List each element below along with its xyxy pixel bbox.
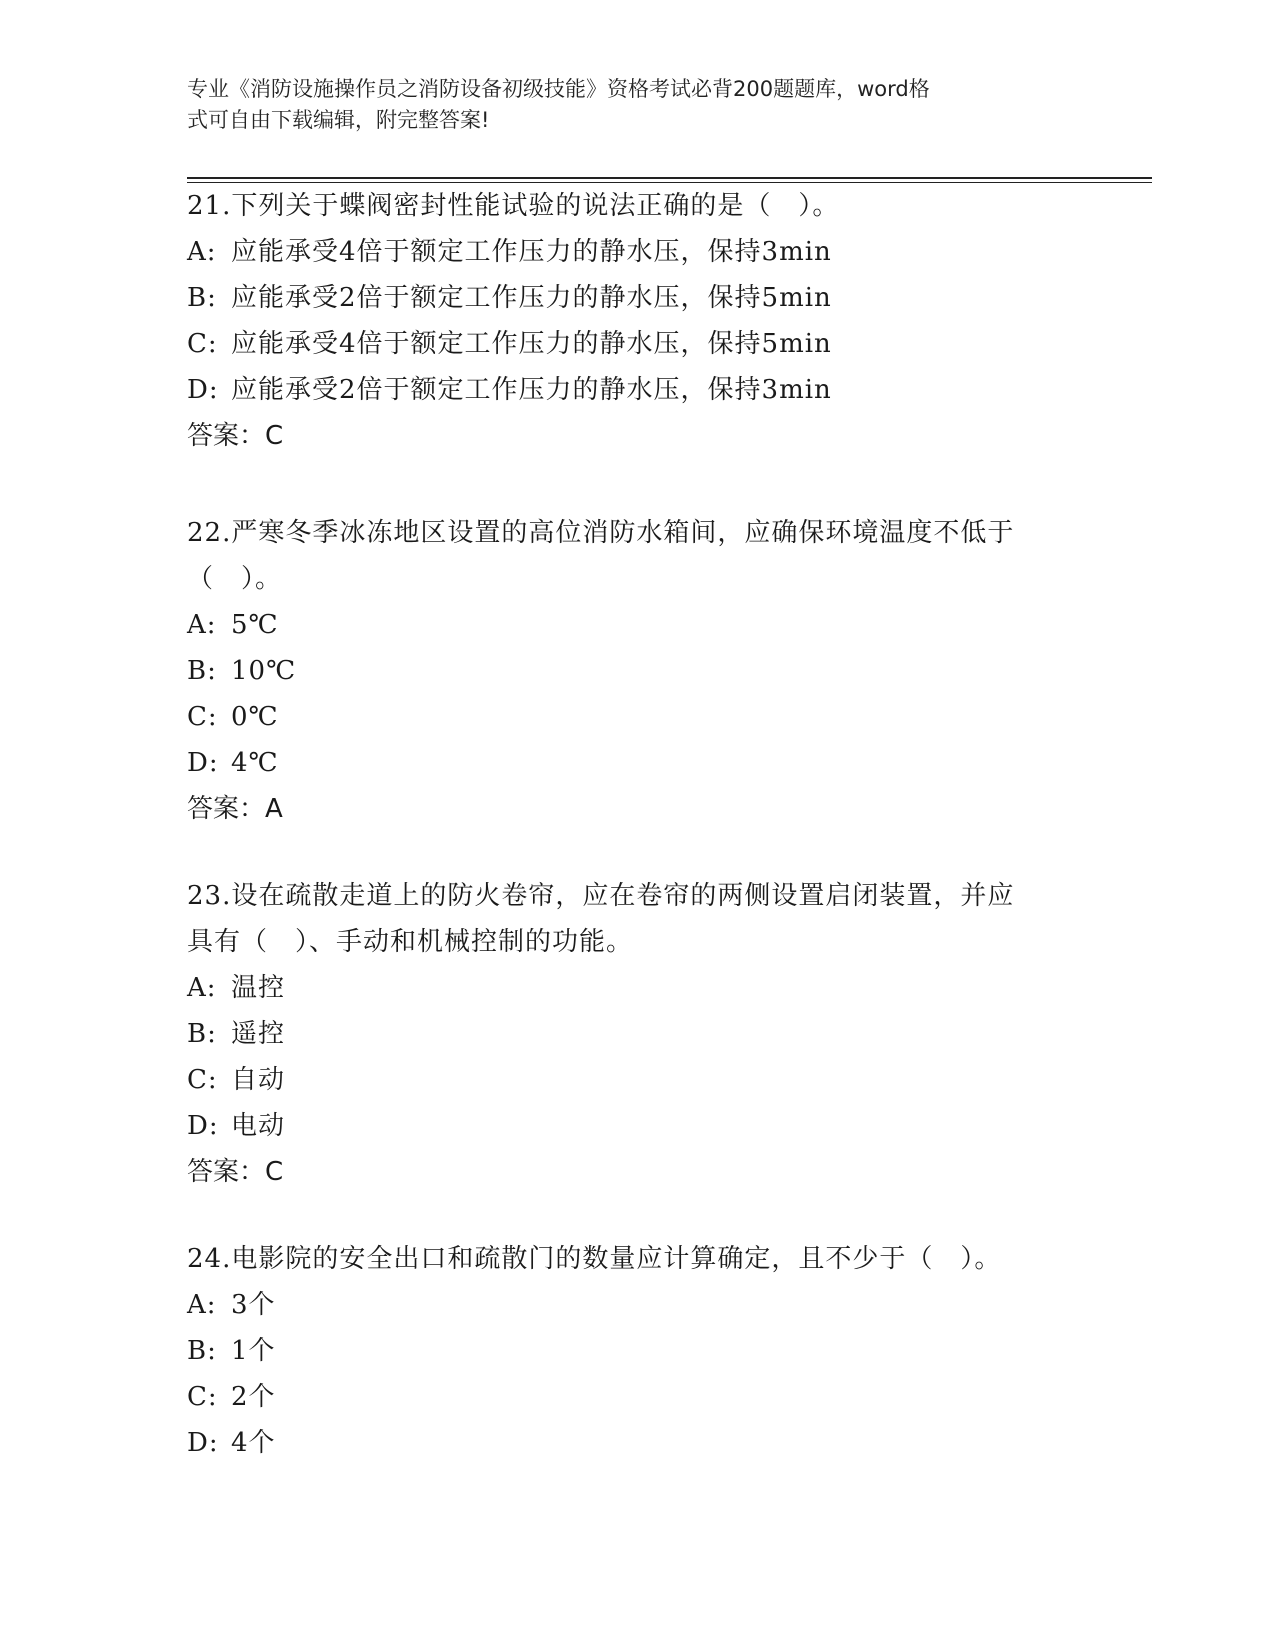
option-letter: B: — [187, 656, 217, 686]
option-c — [187, 1374, 1087, 1420]
option-letter: A: — [187, 610, 217, 640]
option-letter: C: — [187, 1065, 218, 1095]
option-letter: B: — [187, 283, 217, 313]
question-stem-line-2: （ ）。 — [187, 564, 283, 594]
option-text: 0℃ — [231, 702, 279, 732]
option-letter: A: — [187, 973, 217, 1003]
question-21 — [187, 183, 1087, 459]
option-letter: A: — [187, 237, 217, 267]
option-d — [187, 367, 1087, 413]
option-a — [187, 965, 1087, 1011]
question-stem-line-2: 具有（ ）、手动和机械控制的功能。 — [187, 927, 634, 957]
question-24 — [187, 1236, 1087, 1466]
option-letter: C: — [187, 329, 218, 359]
option-a — [187, 1282, 1087, 1328]
question-stem-line-1: 23.设在疏散走道上的防火卷帘，应在卷帘的两侧设置启闭装置，并应 — [187, 881, 1015, 911]
option-letter: D: — [187, 1111, 219, 1141]
header-line-1: 专业《消防设施操作员之消防设备初级技能》资格考试必背200题题库，word格 — [187, 77, 930, 101]
option-text: 4个 — [231, 1428, 276, 1458]
question-23 — [187, 873, 1087, 1195]
option-letter: D: — [187, 748, 219, 778]
option-text: 应能承受4倍于额定工作压力的静水压，保持3min — [231, 237, 832, 267]
option-b — [187, 1011, 1087, 1057]
option-d — [187, 1420, 1087, 1466]
option-letter: A: — [187, 1290, 217, 1320]
option-b — [187, 1328, 1087, 1374]
option-text: 4℃ — [231, 748, 279, 778]
option-c — [187, 1057, 1087, 1103]
answer-label: 答案：C — [187, 1157, 284, 1187]
question-stem: 24.电影院的安全出口和疏散门的数量应计算确定，且不少于（ ）。 — [187, 1244, 1002, 1274]
question-stem-line-1: 22.严寒冬季冰冻地区设置的高位消防水箱间，应确保环境温度不低于 — [187, 518, 1015, 548]
option-a — [187, 602, 1087, 648]
option-text: 应能承受2倍于额定工作压力的静水压，保持5min — [231, 283, 832, 313]
document-header — [187, 74, 1067, 136]
option-a — [187, 229, 1087, 275]
question-stem: 21.下列关于蝶阀密封性能试验的说法正确的是（ ）。 — [187, 191, 840, 221]
option-text: 3个 — [231, 1290, 276, 1320]
option-d — [187, 1103, 1087, 1149]
option-letter: C: — [187, 702, 218, 732]
option-text: 应能承受4倍于额定工作压力的静水压，保持5min — [231, 329, 832, 359]
answer-label: 答案：C — [187, 421, 284, 451]
option-text: 2个 — [231, 1382, 276, 1412]
option-d — [187, 740, 1087, 786]
option-text: 应能承受2倍于额定工作压力的静水压，保持3min — [231, 375, 832, 405]
question-22 — [187, 510, 1087, 832]
option-b — [187, 648, 1087, 694]
answer-label: 答案：A — [187, 794, 283, 824]
option-text: 自动 — [231, 1065, 286, 1095]
option-text: 1个 — [231, 1336, 276, 1366]
option-text: 遥控 — [231, 1019, 286, 1049]
header-divider-thick — [187, 177, 1152, 179]
option-b — [187, 275, 1087, 321]
option-letter: B: — [187, 1336, 217, 1366]
option-letter: D: — [187, 375, 219, 405]
option-text: 10℃ — [231, 656, 297, 686]
option-c — [187, 694, 1087, 740]
option-letter: C: — [187, 1382, 218, 1412]
option-letter: D: — [187, 1428, 219, 1458]
option-c — [187, 321, 1087, 367]
header-line-2: 式可自由下载编辑，附完整答案! — [187, 108, 490, 132]
option-text: 温控 — [231, 973, 286, 1003]
option-text: 5℃ — [231, 610, 279, 640]
option-letter: B: — [187, 1019, 217, 1049]
option-text: 电动 — [231, 1111, 286, 1141]
